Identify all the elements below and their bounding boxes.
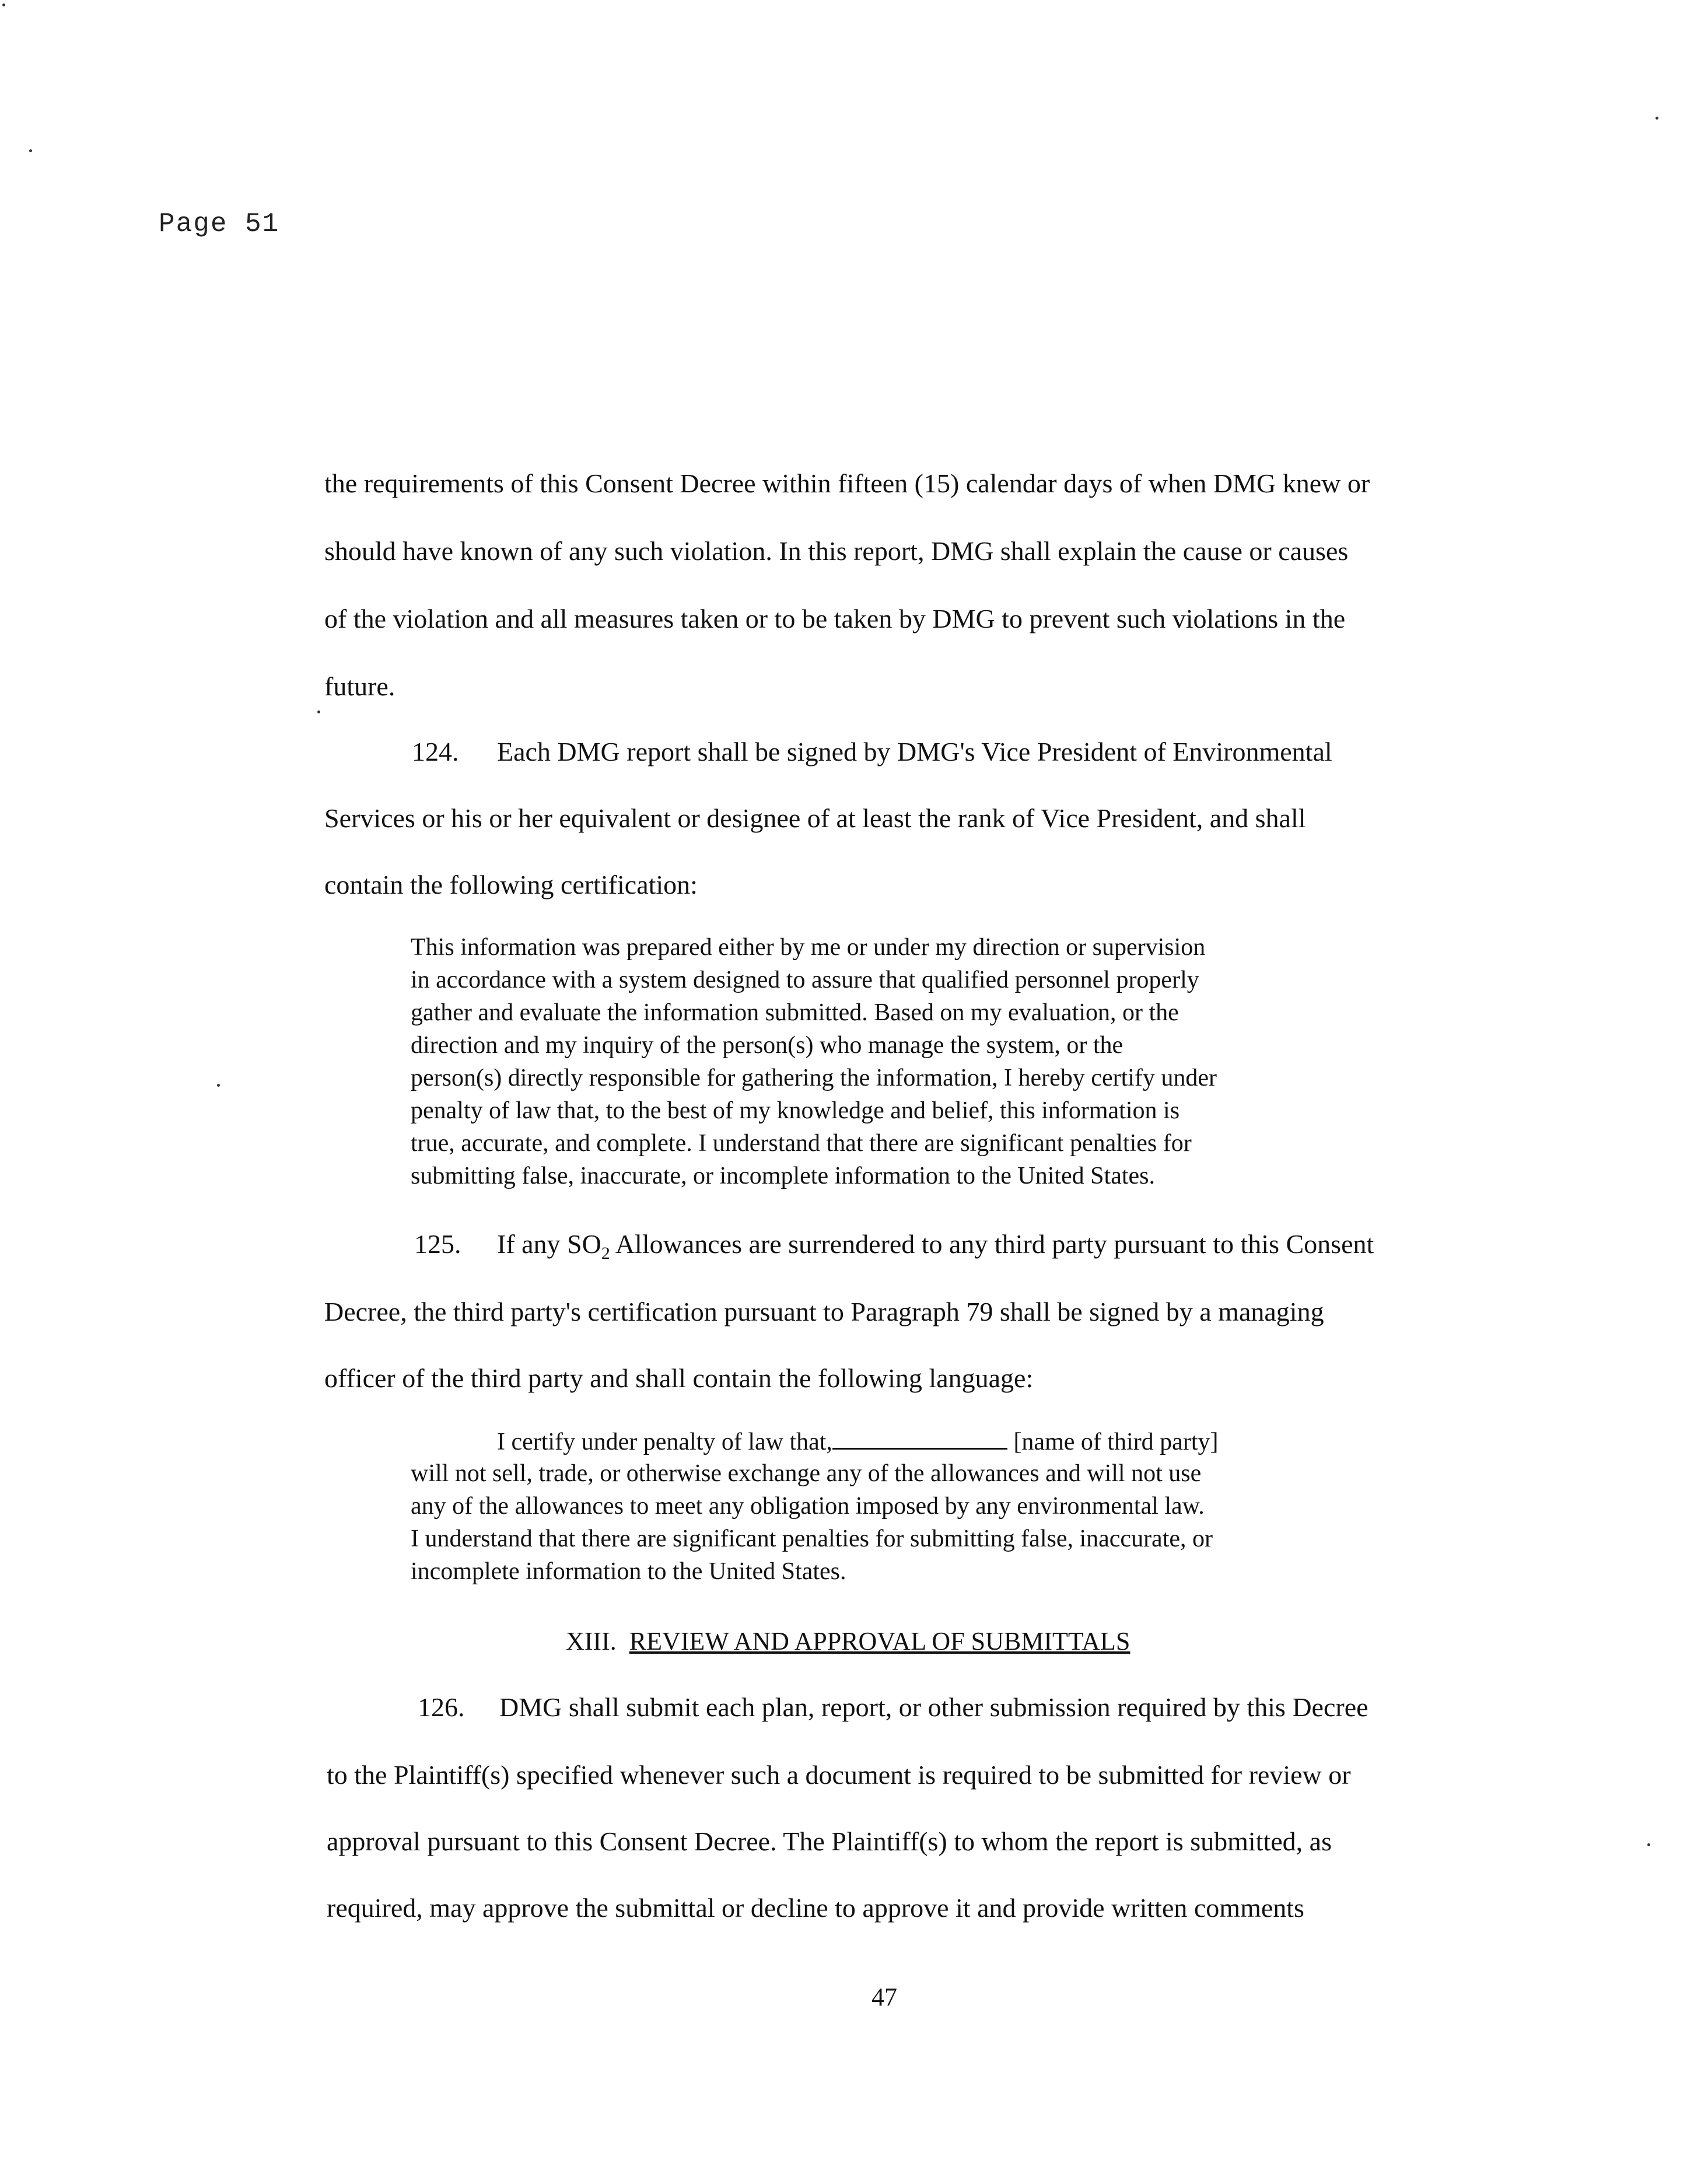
paragraph-line: future.	[324, 671, 396, 701]
block-line: This information was prepared either by me or under my direction or supervision	[411, 934, 1206, 961]
scan-speck	[217, 1084, 220, 1087]
block-line: person(s) directly responsible for gathering the information, I hereby certify under	[411, 1065, 1217, 1091]
so2-suffix: Allowances are surrendered to any third party pursuant to this Consent	[610, 1229, 1374, 1259]
name-blank	[832, 1427, 1007, 1450]
block-line: in accordance with a system designed to assure that qualified personnel properly	[411, 967, 1199, 993]
block-line: any of the allowances to meet any obligation imposed by any environmental law.	[411, 1493, 1205, 1520]
paragraph-line: Services or his or her equivalent or designee of at least the rank of Vice President, and shall	[324, 803, 1306, 833]
paragraph-line: approval pursuant to this Consent Decree. The Plaintiff(s) to whom the report is submitted, as	[327, 1826, 1332, 1856]
paragraph-line: Decree, the third party's certification pursuant to Paragraph 79 shall be signed by a managing	[324, 1297, 1324, 1326]
scan-speck	[317, 710, 320, 713]
paragraph-line: the requirements of this Consent Decree within fifteen (15) calendar days of when DMG knew or	[324, 468, 1370, 498]
so2-prefix: If any SO	[497, 1229, 601, 1259]
block-line: incomplete information to the United States.	[411, 1558, 846, 1585]
paragraph-line: should have known of any such violation. In this report, DMG shall explain the cause or causes	[324, 536, 1349, 566]
scan-speck	[29, 149, 32, 152]
scan-speck	[1647, 1843, 1650, 1846]
paragraph-number: 126.	[418, 1692, 465, 1722]
paragraph-number: 125.	[414, 1229, 461, 1259]
paragraph-line: required, may approve the submittal or decline to approve it and provide written comments	[327, 1893, 1304, 1923]
block-line: will not sell, trade, or otherwise exchange any of the allowances and will not use	[411, 1460, 1202, 1487]
block-line: submitting false, inaccurate, or incomplete information to the United States.	[411, 1163, 1155, 1189]
scan-speck	[1656, 117, 1658, 120]
block-line: direction and my inquiry of the person(s) who manage the system, or the	[411, 1032, 1124, 1059]
block-line: true, accurate, and complete. I understand that there are significant penalties for	[411, 1130, 1192, 1157]
paragraph-line: to the Plaintiff(s) specified whenever such a document is required to be submitted for review or	[327, 1760, 1351, 1790]
block-line: gather and evaluate the information submitted. Based on my evaluation, or the	[411, 999, 1179, 1026]
paragraph-line	[497, 1228, 1374, 1264]
scan-speck	[2, 4, 5, 6]
section-heading	[566, 1626, 1130, 1656]
certify-suffix: [name of third party]	[1013, 1429, 1219, 1455]
block-line: penalty of law that, to the best of my knowledge and belief, this information is	[411, 1097, 1180, 1124]
block-line: I understand that there are significant penalties for submitting false, inaccurate, or	[411, 1525, 1213, 1552]
paragraph-line: contain the following certification:	[324, 870, 698, 900]
section-numeral: XIII.	[566, 1627, 617, 1656]
page-header-label: Page 51	[159, 209, 280, 239]
paragraph-line: officer of the third party and shall contain the following language:	[324, 1363, 1034, 1393]
certify-prefix: I certify under penalty of law that,	[497, 1429, 832, 1455]
section-title: REVIEW AND APPROVAL OF SUBMITTALS	[629, 1627, 1130, 1656]
so2-subscript: 2	[601, 1244, 610, 1264]
paragraph-line: Each DMG report shall be signed by DMG's Vice President of Environmental	[497, 737, 1332, 766]
paragraph-line: of the violation and all measures taken or to be taken by DMG to prevent such violations in the	[324, 604, 1346, 634]
paragraph-number: 124.	[412, 737, 459, 766]
paragraph-line: DMG shall submit each plan, report, or other submission required by this Decree	[499, 1692, 1368, 1722]
page-number: 47	[872, 1983, 897, 2011]
block-line	[497, 1427, 1218, 1456]
